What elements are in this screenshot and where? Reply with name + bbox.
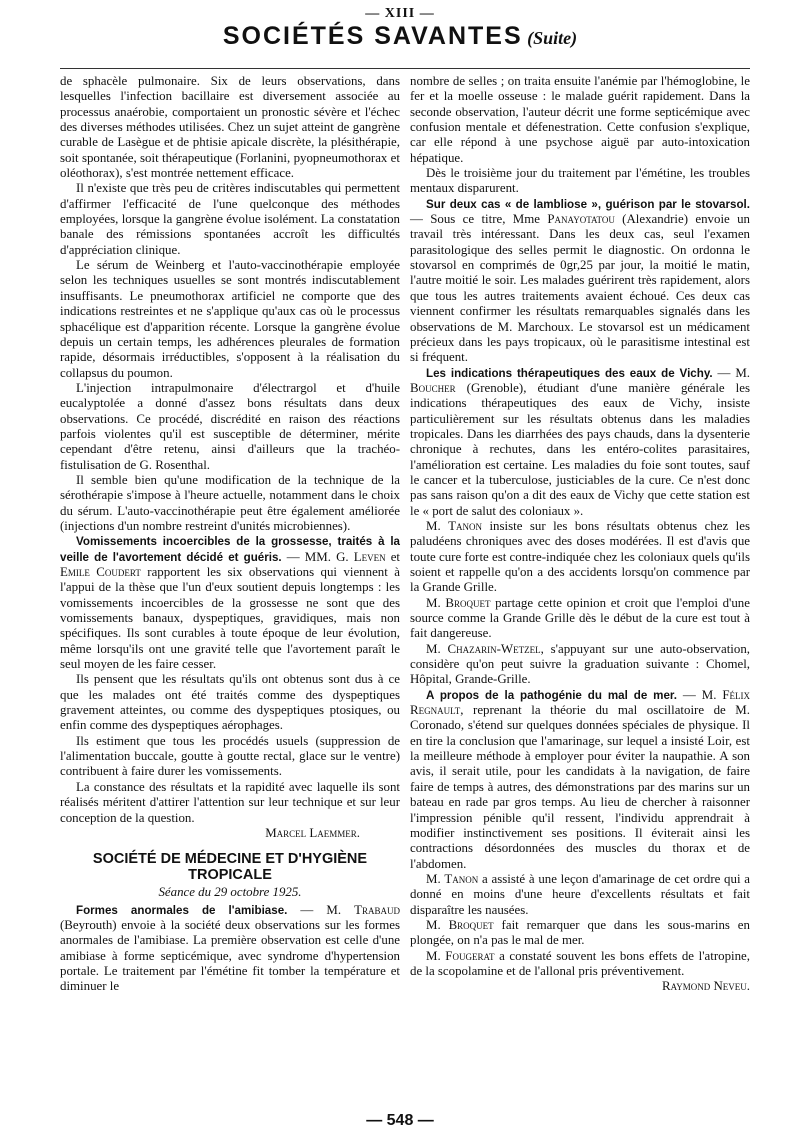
- section-header: [0, 22, 800, 51]
- section-suite: (Suite): [527, 28, 578, 48]
- author-name: Chazarin-Wetzel: [447, 641, 541, 656]
- signature: Marcel Laemmer.: [265, 825, 360, 840]
- section-title: SOCIÉTÉS SAVANTES: [222, 22, 523, 50]
- author-name: Broquet: [445, 595, 491, 610]
- article-heading: Formes anormales de l'amibiase.: [76, 903, 288, 917]
- author-name: G. Leven: [336, 549, 386, 564]
- paragraph: Il semble bien qu'une modification de la technique de la sérothérapie s'impose à l'heure actuelle, notamment dans le choix du sérum. L'auto-vaccinothérapie peut être également améliorée (injections d'un nombre restreint d'unités microbiennes).: [60, 472, 400, 533]
- left-column: [60, 74, 400, 995]
- article-heading: Vomissements incoercibles de la grossesse, traités à la veille de l'avortement décidé et guéris.: [60, 535, 400, 564]
- author-name: Emile Coudert: [60, 565, 141, 579]
- right-column: [410, 74, 750, 995]
- author-name: Fougerat: [445, 948, 495, 963]
- paragraph: Le sérum de Weinberg et l'auto-vaccinothérapie employée selon les techniques usuelles se sont montrés indiscutablement insuffisants. Le pneumothorax artificiel ne comporte que des indications restreintes et ne s'applique qu'aux cas où le processus sphacélique est d'apparition récente. Lorsque la gangrène évolue depuis un certain temps, les adhérences pleurales de formation rapide, désormais irréductibles, s'opposent à la réalisation du collapsus du poumon.: [60, 258, 400, 380]
- author-name: Boucher: [410, 380, 456, 395]
- paragraph: M. Tanon insiste sur les bons résultats obtenus chez les paludéens chroniques avec des doses modérées. Il est d'avis que toute cure forte est contre-indiquée chez les coloniaux quels qu'ils soient et rappelle qu'on a des accidents lorsqu'on commence par la Grande Grille.: [410, 518, 750, 595]
- session-date: Séance du 29 octobre 1925.: [158, 885, 302, 900]
- paragraph: de sphacèle pulmonaire. Six de leurs observations, dans lesquelles l'infection bacillaire est diversement associée au processus anaérobie, comportaient un pronostic sévère et l'échec des diverses méthodes utilisées. Chez un sujet atteint de gangrène curable de Lasègue et de phtisie apicale discrète, la plésithérapie, soit spontanée, soit thérapeutique (Forlanini, pyopneumothorax et oléothorax), s'est montrée nettement efficace.: [60, 74, 400, 181]
- paragraph: M. Fougerat a constaté souvent les bons effets de l'atropine, de la scopolamine et de l'allonal pris préventivement.: [410, 948, 750, 978]
- article-vichy: Les indications thérapeutiques des eaux de Vichy. — M. Boucher (Grenoble), étudiant d'une manière générale les indications thérapeutiques des eaux de Vichy, insiste particulièrement sur les résultats obtenus dans les maladies tropicales. Dans les diarrhées des pays chauds, dans la dysenterie chronique à rechutes, dans les entéro-colites parasitaires, l'amélioration est certaine. Les maladies du foie sont toutes, sauf le cancer et la tuberculose, justiciables de la cure. Ce n'est donc pas sans raison qu'on a dit des eaux de Vichy que cette station est le « port de salut des coloniaux ».: [410, 365, 750, 518]
- article-heading: Sur deux cas « de lambliose », guérison par le stovarsol.: [426, 197, 750, 211]
- author-name: Félix Regnault: [410, 687, 750, 718]
- author-name: Tanon: [444, 871, 479, 886]
- paragraph: Il n'existe que très peu de critères indiscutables qui permettent d'affirmer l'efficacité de l'une quelconque des méthodes employées, lorsque la gangrène évolue isolément. La constatation banale des rémissions spontanées accroît les difficultés d'appréciation clinique.: [60, 181, 400, 257]
- paragraph: Ils estiment que tous les procédés usuels (suppression de l'alimentation buccale, goutte à goutte rectal, glace sur le ventre) contribuent à faire durer les vomissements.: [60, 733, 400, 779]
- article-heading: Les indications thérapeutiques des eaux de Vichy.: [426, 366, 713, 380]
- author-name: Panayotatou: [547, 212, 615, 227]
- page-number: — 548 —: [366, 1112, 434, 1129]
- article-lambliose: Sur deux cas « de lambliose », guérison par le stovarsol. — Sous ce titre, Mme Panayotatou (Alexandrie) envoie un travail très intéressant. Dans les deux cas, seul l'examen parasitologique des selles permit le diagnostic. On ordonna le stovarsol en comprimés de 0gr,25 par jour, la moitié le matin, l'autre moitié le soir. Les malades guérirent très rapidement, alors que tous les autres traitements avaient échoué. Ces deux cas viennent confirmer les résultats remarquables signalés dans les observations de M. Marchoux. Le stovarsol est un médicament précieux dans les pays tropicaux, où le parasitisme intestinal est si fréquent.: [410, 197, 750, 365]
- header-rule: [60, 68, 750, 69]
- roman-page-number: — XIII —: [365, 6, 435, 21]
- article-amibiase: Formes anormales de l'amibiase. — M. Trabaud (Beyrouth) envoie à la société deux observations sur les formes anormales de l'amibiase. La première observation est celle d'une amibiase à forme septicémique, avec syndrome d'hypertension portale. Le traitement par l'émétine fit tomber la température et diminuer le: [60, 902, 400, 994]
- paragraph: M. Broquet fait remarquer que dans les sous-marins en plongée, on n'a pas le mal de mer.: [410, 917, 750, 948]
- paragraph: Ils pensent que les résultats qu'ils ont obtenus sont dus à ce que les malades ont été traités comme des dyspeptiques gravement atteintes, ou comme des dyspeptiques ptosiques, ou enfin comme des dyspeptiques aérophages.: [60, 672, 400, 733]
- paragraph: nombre de selles ; on traita ensuite l'anémie par l'hémoglobine, le fer et la moelle osseuse : le malade guérit rapidement. Dans la seconde observation, l'auteur décrit une forme septicémique avec confusion mentale et défenestration. Cette confusion s'explique, car elle répond à une psychose aiguë par auto-intoxication hépatique.: [410, 74, 750, 165]
- author-name: Trabaud: [354, 902, 400, 917]
- paragraph: La constance des résultats et la rapidité avec laquelle ils sont réalisés méritent d'attirer l'attention sur leur technique et sur leur conception de la question.: [60, 779, 400, 825]
- signature: Raymond Neveu.: [661, 979, 750, 994]
- author-name: Tanon: [448, 518, 483, 533]
- paragraph: L'injection intrapulmonaire d'électrargol et d'huile eucalyptolée a donné d'assez bons résultats dans deux observations. Ce procédé, discrédité en raison des réactions parfois violentes qu'il est susceptible de déterminer, mérite cependant d'être retenu, ainsi d'ailleurs que la trachéo-fistulisation de G. Rosenthal.: [60, 380, 400, 472]
- paragraph: M. Broquet partage cette opinion et croit que l'emploi d'une source comme la Grande Grille dès le début de la cure est tout à fait dangereuse.: [410, 595, 750, 641]
- author-name: Broquet: [448, 917, 494, 932]
- paragraph: M. Tanon a assisté à une leçon d'amarinage de cet ordre qui a donné en moins d'une heure d'excellents résultats et fait disparaître les nausées.: [410, 871, 750, 917]
- society-title: SOCIÉTÉ DE MÉDECINE ET D'HYGIÈNE TROPICALE: [92, 851, 368, 884]
- paragraph: Dès le troisième jour du traitement par l'émétine, les troubles mentaux disparurent.: [410, 166, 750, 196]
- paragraph: M. Chazarin-Wetzel, s'appuyant sur une auto-observation, considère qu'on peut suivre la graduation suivante : Chomel, Hôpital, Grande-Grille.: [410, 641, 750, 687]
- article-mal-de-mer: A propos de la pathogénie du mal de mer. — M. Félix Regnault, reprenant la théorie du mal oscillatoire de M. Coronado, s'étend sur quelques données spéciales de physique. Il en tire la conclusion que l'amarinage, sur lequel a insisté Loir, est la meilleure méthode à employer pour éviter la naupathie. A son avis, il serait utile, pour les candidats à la navigation, de faire faire de temps à autres, des démonstrations par des marins sur un bateau en rade par gros temps. Au lieu de chercher à raisonner l'impression pénible qu'il ressent, l'individu apprendrait à modifier instinctivement ses positions. Il éviterait ainsi les contractions désordonnées des muscles du thorax et de l'abdomen.: [410, 687, 750, 871]
- article-heading: A propos de la pathogénie du mal de mer.: [426, 688, 678, 702]
- article-vomissements: Vomissements incoercibles de la grossesse, traités à la veille de l'avortement décidé et guéris. — MM. G. Leven et Emile Coudert rapportent les six observations qui viennent à l'appui de la thèse que l'un d'eux soutient depuis longtemps : les vomissements incoercibles de la grossesse ne sont que des vomissements banaux, dyspeptiques, gravidiques, mais non spécifiques. Ils sont curables à toute époque de leur évolution, même lorsqu'ils ont une gravité telle que l'avortement paraît le seul moyen de les faire cesser.: [60, 535, 401, 672]
